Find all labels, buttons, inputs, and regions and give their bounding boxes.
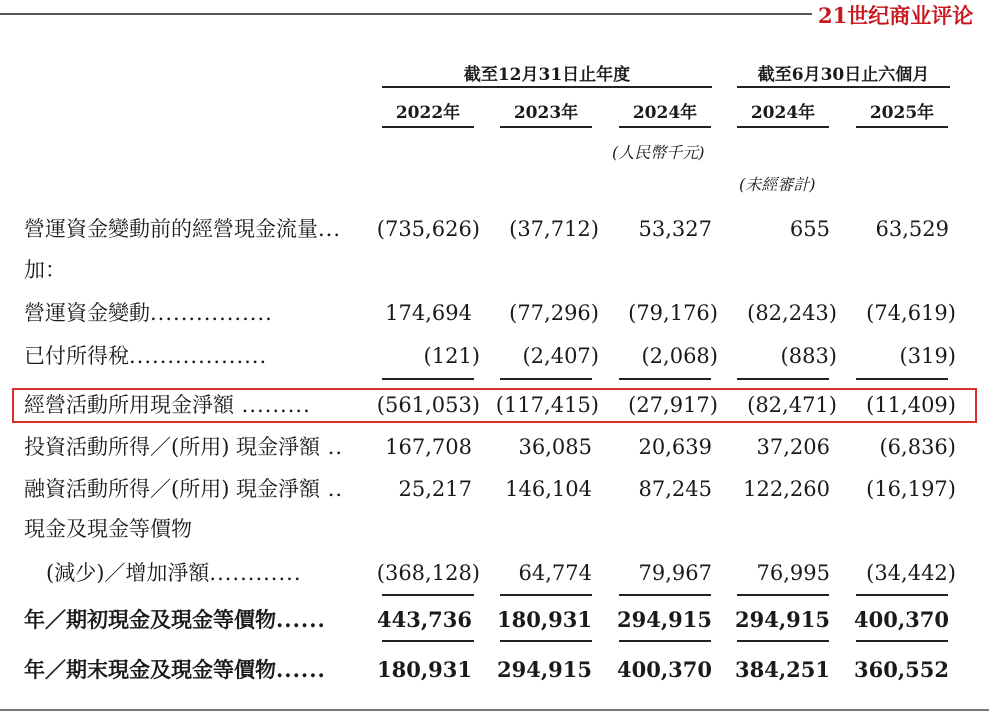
subtotal-rule <box>737 594 829 596</box>
cell-value: 25,217 <box>398 477 472 501</box>
cell-value: 443,736 <box>377 607 472 632</box>
subtotal-rule <box>737 378 829 380</box>
cell-value: 122,260 <box>743 477 830 501</box>
year-header: 2025年 <box>869 103 935 123</box>
cell-value: (117,415) <box>495 393 599 417</box>
total-rule <box>737 640 829 642</box>
row-label: 營運資金變動前的經營現金流量... <box>24 217 342 241</box>
row-label: 營運資金變動................ <box>24 301 273 325</box>
cell-value: (37,712) <box>509 217 599 241</box>
header-fiscal-year-rule <box>382 86 712 88</box>
table-row <box>0 255 989 285</box>
year-header-rule <box>382 126 474 128</box>
table-row-highlighted <box>0 390 989 420</box>
cell-value: 294,915 <box>735 607 830 632</box>
cell-value: 384,251 <box>735 657 830 682</box>
subtotal-rule <box>856 378 948 380</box>
header-six-months-group: 截至6月30日止六個月 <box>757 65 930 85</box>
cell-value: 400,370 <box>854 607 949 632</box>
table-row <box>0 341 989 371</box>
cell-value: (735,626) <box>376 217 480 241</box>
cell-value: (368,128) <box>376 561 480 585</box>
unit-note: (人民幣千元) <box>612 143 705 162</box>
cell-value: (121) <box>423 344 480 368</box>
table-row <box>0 558 989 588</box>
table-row <box>0 514 989 544</box>
top-rule <box>0 13 812 15</box>
total-rule <box>619 640 711 642</box>
cell-value: (79,176) <box>628 301 718 325</box>
cell-value: 20,639 <box>638 435 712 459</box>
cell-value: 76,995 <box>756 561 830 585</box>
total-rule <box>500 640 592 642</box>
year-header-rule <box>856 126 948 128</box>
year-header-rule <box>500 126 592 128</box>
header-six-months-rule <box>737 86 950 88</box>
year-header: 2024年 <box>750 103 816 123</box>
subtotal-rule <box>619 378 711 380</box>
row-label: 經營活動所用現金淨額 ......... <box>24 393 311 417</box>
year-header: 2024年 <box>632 103 698 123</box>
subtotal-rule <box>500 378 592 380</box>
row-label: 投資活動所得／(所用) 現金淨額 .. <box>24 435 344 459</box>
cell-value: 294,915 <box>617 607 712 632</box>
bottom-rule <box>0 709 989 711</box>
cell-value: (883) <box>780 344 837 368</box>
cell-value: 146,104 <box>505 477 592 501</box>
row-label: 年／期初現金及現金等價物...... <box>24 607 326 632</box>
row-label: (減少)／增加淨額............ <box>46 561 302 585</box>
cell-value: 400,370 <box>617 657 712 682</box>
cell-value: (34,442) <box>866 561 956 585</box>
cell-value: 174,694 <box>385 301 472 325</box>
table-row <box>0 214 989 244</box>
cell-value: 360,552 <box>854 657 949 682</box>
cell-value: (27,917) <box>628 393 718 417</box>
subtotal-rule <box>382 378 474 380</box>
year-header: 2023年 <box>513 103 579 123</box>
cell-value: (16,197) <box>866 477 956 501</box>
row-label: 已付所得稅.................. <box>24 344 268 368</box>
cell-value: (82,243) <box>747 301 837 325</box>
cell-value: (319) <box>899 344 956 368</box>
total-rule <box>856 640 948 642</box>
cell-value: (77,296) <box>509 301 599 325</box>
cell-value: (2,068) <box>641 344 718 368</box>
cell-value: (11,409) <box>866 393 956 417</box>
subtotal-rule <box>500 594 592 596</box>
subtotal-rule <box>856 594 948 596</box>
year-header-rule <box>619 126 711 128</box>
cell-value: 294,915 <box>497 657 592 682</box>
cell-value: 87,245 <box>638 477 712 501</box>
cell-value: 63,529 <box>875 217 949 241</box>
header-fiscal-year-group: 截至12月31日止年度 <box>463 65 631 85</box>
year-header: 2022年 <box>395 103 461 123</box>
cell-value: (74,619) <box>866 301 956 325</box>
cell-value: 53,327 <box>638 217 712 241</box>
table-row <box>0 432 989 462</box>
brand-logo: 21世纪商业评论 <box>818 3 974 28</box>
row-label: 年／期末現金及現金等價物...... <box>24 657 326 682</box>
table-row <box>0 605 989 635</box>
cell-value: 64,774 <box>518 561 592 585</box>
cell-value: 180,931 <box>377 657 472 682</box>
cell-value: 79,967 <box>638 561 712 585</box>
table-row <box>0 474 989 504</box>
cell-value: 167,708 <box>385 435 472 459</box>
cell-value: (561,053) <box>376 393 480 417</box>
cell-value: 180,931 <box>497 607 592 632</box>
cell-value: (6,836) <box>879 435 956 459</box>
cell-value: 655 <box>789 217 830 241</box>
row-label: 加： <box>24 258 66 282</box>
total-rule <box>382 640 474 642</box>
subtotal-rule <box>619 594 711 596</box>
cell-value: 37,206 <box>756 435 830 459</box>
row-label: 現金及現金等價物 <box>24 517 192 541</box>
row-label: 融資活動所得／(所用) 現金淨額 .. <box>24 477 344 501</box>
table-row <box>0 298 989 328</box>
table-row <box>0 655 989 685</box>
subtotal-rule <box>382 594 474 596</box>
year-header-rule <box>737 126 829 128</box>
unaudited-note: (未經審計) <box>739 175 816 194</box>
cell-value: (82,471) <box>747 393 837 417</box>
cell-value: 36,085 <box>518 435 592 459</box>
cell-value: (2,407) <box>522 344 599 368</box>
